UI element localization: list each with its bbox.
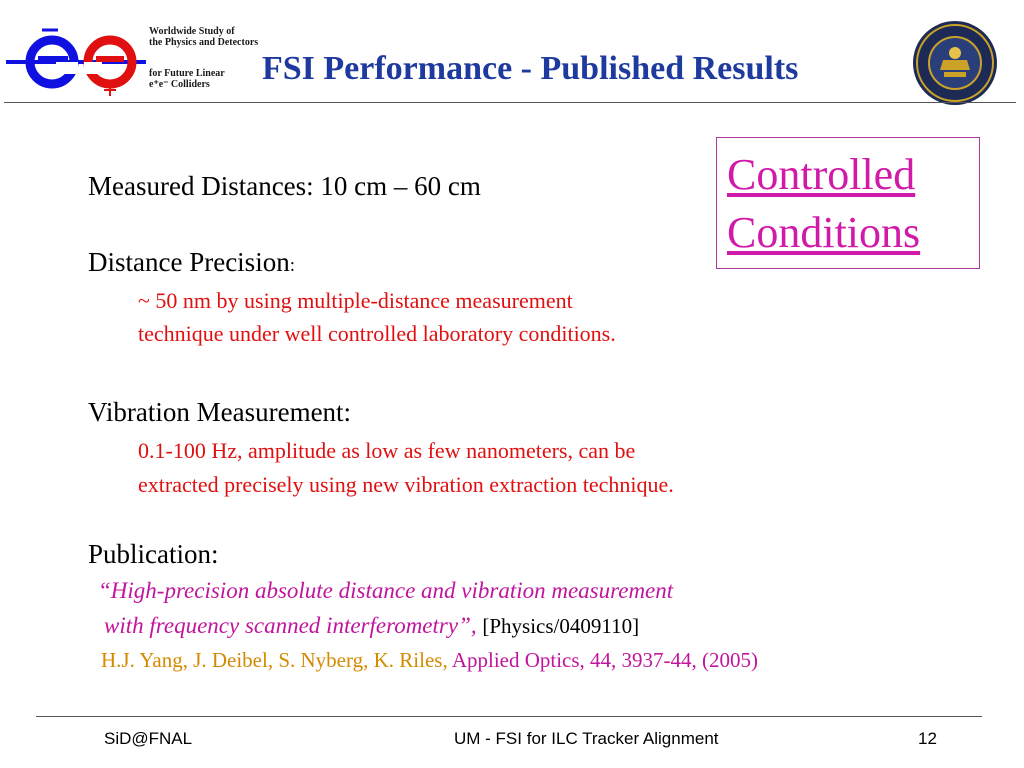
publication-title-line2: with frequency scanned interferometry”, [Physics/0409110]: [104, 613, 640, 638]
ee-logo-icon: [6, 16, 151, 100]
precision-detail-line1: ~ 50 nm by using multiple-distance measurement: [138, 288, 573, 313]
publication-title-line1: “High-precision absolute distance and vibration measurement: [98, 578, 674, 603]
precision-heading: Distance Precision:: [88, 247, 295, 277]
callout-text: Controlled Conditions: [727, 150, 921, 257]
distances-heading: Measured Distances: 10 cm – 60 cm: [88, 171, 481, 201]
controlled-conditions-callout: [716, 137, 980, 269]
footer-talk-title: UM - FSI for ILC Tracker Alignment: [454, 729, 719, 748]
ecfa-logo: [6, 16, 261, 100]
logo-caption-top: Worldwide Study of the Physics and Detectors: [149, 26, 259, 48]
publication-journal: Applied Optics, 44, 3937-44, (2005): [451, 648, 759, 672]
vibration-detail-line2: extracted precisely using new vibration extraction technique.: [138, 472, 674, 497]
header-divider: [4, 102, 1016, 103]
footer-divider: [36, 716, 982, 717]
publication-heading: Publication:: [88, 539, 219, 569]
publication-reference: [Physics/0409110]: [482, 614, 640, 638]
logo-caption-bottom: for Future Linear e⁺e⁻ Colliders: [149, 68, 225, 90]
publication-authors: H.J. Yang, J. Deibel, S. Nyberg, K. Riles, Applied Optics, 44, 3937-44, (2005): [101, 648, 759, 672]
slide-title: FSI Performance - Published Results: [262, 50, 799, 87]
vibration-detail-line1: 0.1-100 Hz, amplitude as low as few nanometers, can be: [138, 438, 636, 463]
footer-venue: SiD@FNAL: [104, 729, 193, 748]
page-number: 12: [918, 729, 937, 748]
university-seal-icon: [912, 20, 998, 106]
vibration-heading: Vibration Measurement:: [88, 397, 352, 427]
precision-detail-line2: technique under well controlled laboratory conditions.: [138, 321, 616, 346]
